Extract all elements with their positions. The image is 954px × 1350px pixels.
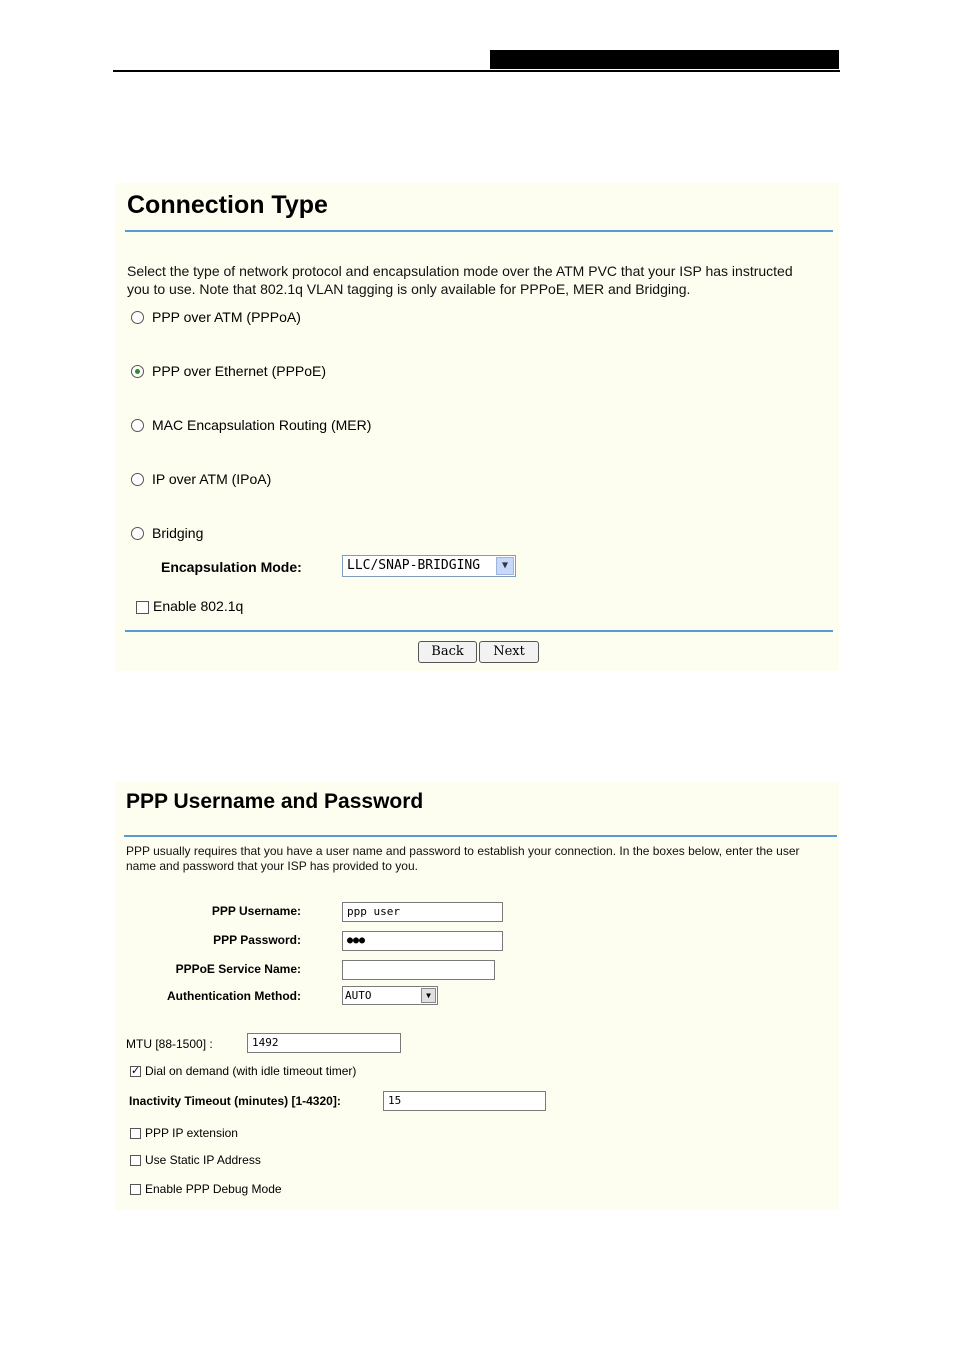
static-ip-checkbox[interactable]: [130, 1155, 141, 1166]
radio-button-selected[interactable]: [131, 365, 144, 378]
connection-type-description: Select the type of network protocol and encapsulation mode over the ATM PVC that your ISP has instructed you to use. Note that 802.1q VLAN tagging is only available for PPPoE, MER and Bridging.: [127, 263, 793, 297]
title-divider: [124, 835, 837, 837]
dial-on-demand-checkbox[interactable]: [130, 1066, 141, 1077]
connection-type-panel: [115, 183, 839, 671]
radio-option-bridging[interactable]: Bridging: [131, 525, 203, 541]
back-button[interactable]: Back: [418, 641, 477, 663]
ppp-ip-extension-checkbox[interactable]: [130, 1128, 141, 1139]
authentication-method-select[interactable]: AUTO ▼: [342, 986, 438, 1005]
dial-on-demand-row[interactable]: ✓Dial on demand (with idle timeout timer): [130, 1064, 356, 1078]
ppp-username-label: PPP Username:: [211, 904, 301, 918]
ppp-ip-extension-row[interactable]: PPP IP extension: [130, 1126, 238, 1140]
bottom-divider: [125, 630, 833, 632]
header-bar: [490, 50, 839, 69]
radio-button[interactable]: [131, 527, 144, 540]
radio-button[interactable]: [131, 311, 144, 324]
ppp-credentials-panel: [115, 782, 839, 1210]
ppp-title: PPP Username and Password: [126, 790, 424, 813]
ppp-password-label: PPP Password:: [213, 933, 301, 947]
ppp-debug-row[interactable]: Enable PPP Debug Mode: [130, 1182, 282, 1196]
radio-button[interactable]: [131, 419, 144, 432]
authentication-method-label: Authentication Method:: [167, 989, 301, 1003]
static-ip-row[interactable]: Use Static IP Address: [130, 1153, 261, 1167]
header-rule: [113, 70, 840, 72]
ppp-description: PPP usually requires that you have a user name and password to establish your connection. In the boxes below, enter the user name and password that your ISP has provided to you.: [126, 844, 800, 873]
pppoe-service-name-label: PPPoE Service Name:: [175, 962, 301, 976]
radio-option-pppoe[interactable]: PPP over Ethernet (PPPoE): [131, 363, 326, 379]
mtu-input[interactable]: 1492: [247, 1033, 401, 1053]
chevron-down-icon[interactable]: ▼: [496, 557, 514, 575]
title-divider: [125, 230, 833, 232]
enable-8021q-checkbox[interactable]: [136, 601, 149, 614]
radio-option-pppoa[interactable]: PPP over ATM (PPPoA): [131, 309, 301, 325]
ppp-debug-checkbox[interactable]: [130, 1184, 141, 1195]
chevron-down-icon[interactable]: ▼: [421, 988, 436, 1003]
next-button[interactable]: Next: [479, 641, 539, 663]
connection-type-title: Connection Type: [127, 191, 328, 219]
encapsulation-mode-label: Encapsulation Mode:: [161, 559, 302, 575]
radio-option-mer[interactable]: MAC Encapsulation Routing (MER): [131, 417, 371, 433]
radio-button[interactable]: [131, 473, 144, 486]
enable-8021q-row[interactable]: Enable 802.1q: [136, 598, 243, 614]
inactivity-timeout-label: Inactivity Timeout (minutes) [1-4320]:: [129, 1094, 341, 1108]
ppp-password-input[interactable]: ●●●: [342, 931, 503, 951]
ppp-username-input[interactable]: ppp user: [342, 902, 503, 922]
mtu-label: MTU [88-1500] :: [126, 1037, 213, 1051]
encapsulation-mode-select[interactable]: LLC/SNAP-BRIDGING ▼: [342, 555, 516, 577]
radio-option-ipoa[interactable]: IP over ATM (IPoA): [131, 471, 271, 487]
pppoe-service-name-input[interactable]: [342, 960, 495, 980]
inactivity-timeout-input[interactable]: 15: [383, 1091, 546, 1111]
